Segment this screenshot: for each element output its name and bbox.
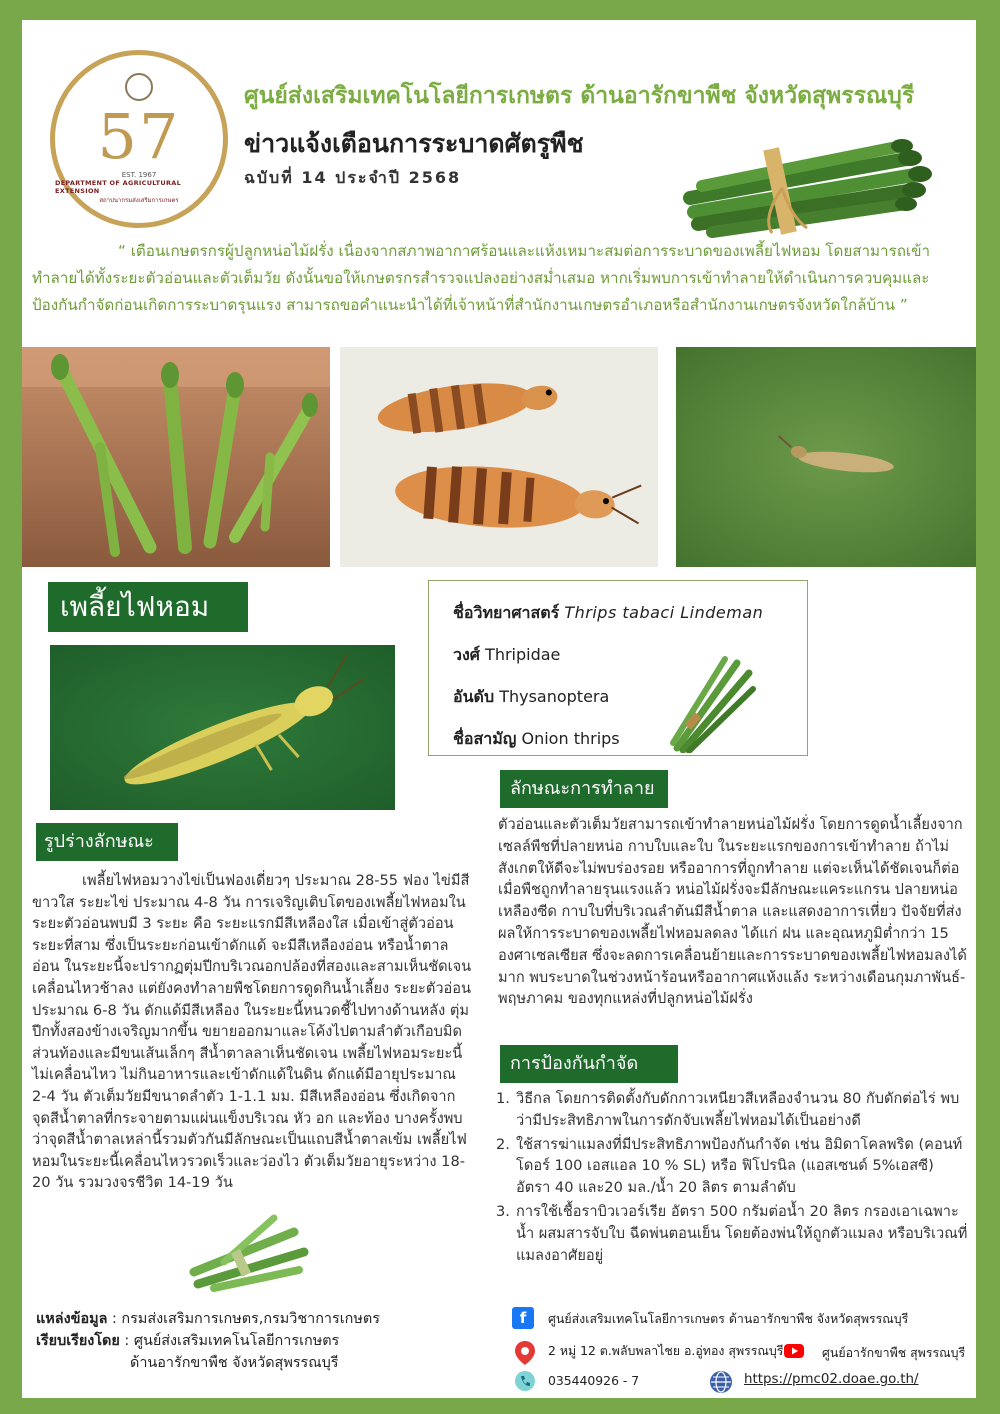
compiled-label: เรียบเรียงโดย bbox=[36, 1333, 120, 1349]
issue-number: ฉบับที่ 14 ประจำปี 2568 bbox=[244, 168, 462, 187]
compiled-value-2: ด้านอารักขาพืช จังหวัดสุพรรณบุรี bbox=[130, 1355, 339, 1371]
badge-dept-th: สถาปนากรมส่งเสริมการเกษตร bbox=[99, 197, 179, 204]
doae-57-badge bbox=[50, 50, 228, 228]
website-link[interactable]: https://pmc02.doae.go.th/ bbox=[744, 1372, 919, 1387]
source-block bbox=[36, 1308, 380, 1374]
family-row bbox=[453, 643, 560, 668]
adult-thrips-closeup-photo bbox=[50, 645, 395, 810]
item-text: การใช้เชื้อราบิวเวอร์เรีย อัตรา 500 กรัมต่อน้ำ 20 ลิตร กรองเอาเฉพาะน้ำ ผสมสารจับใบ ฉีดพ่นตอนเย็น โดยต้องพ่นให้ถูกตัวแมลง หรือบริเวณที่แมลงอาศัยอยู่ bbox=[516, 1202, 968, 1264]
morphology-heading: รูปร่างลักษณะ bbox=[36, 823, 178, 861]
order-value: Thysanoptera bbox=[499, 687, 610, 706]
prevention-heading: การป้องกันกำจัด bbox=[500, 1045, 678, 1083]
item-text: ใช้สารฆ่าแมลงที่มีประสิทธิภาพป้องกันกำจัด เช่น อิมิดาโคลพริด (คอนท์โดอร์ 100 เอสแอล 10 % SL) หรือ ฟิโปรนิล (แอสเซนด์ 5%เอสซี) อัตรา 40 และ20 มล./น้ำ 20 ลิตร ตามลำดับ bbox=[516, 1135, 963, 1197]
bulletin-title: ข่าวแจ้งเตือนการระบาดศัตรูพืช bbox=[244, 129, 584, 158]
badge-number: 57 bbox=[97, 100, 181, 173]
sci-value: Thrips tabaci Lindeman bbox=[564, 603, 764, 622]
common-name-row bbox=[453, 727, 620, 752]
family-label: วงศ์ bbox=[453, 645, 480, 664]
thrips-larvae-photo bbox=[340, 347, 658, 567]
thrips-on-leaf-photo bbox=[676, 347, 976, 567]
family-value: Thripidae bbox=[485, 645, 561, 664]
damage-text: ตัวอ่อนและตัวเต็มวัยสามารถเข้าทำลายหน่อไม้ฝรั่ง โดยการดูดน้ำเลี้ยงจากเซลล์พืชที่ปลายหน่อ กาบใบและใบ ในระยะแรกของการเข้าทำลาย ถ้าไม่สังเกตให้ดีจะไม่พบร่องรอย หรืออาการที่ถูกทำลาย แต่จะเห็นได้ชัดเจนก็ต่อเมื่อพืชถูกทำลายรุนแรงแล้ว หน่อไม้ฝรั่งจะมีลักษณะแคระแกรน ปลายหน่อเหลืองซีด กาบใบที่บริเวณลำต้นมีสีน้ำตาล และแสดงอาการเหี่ยว ปัจจัยที่ส่งผลให้การระบาดของเพลี้ยไฟหอมลดลง ได้แก่ ฝน และอุณหภูมิต่ำกว่า 15 องศาเซลเซียส ซึ่งจะลดการเคลื่อนย้ายและการระบาดของเพลี้ยไฟหอมลงได้มาก พบระบาดในช่วงหน้าร้อนหรืออากาศแห้งแล้ง ระหว่างเดือนกุมภาพันธ์-พฤษภาคม ของทุกแหล่งที่ปลูกหน่อไม้ฝรั่ง bbox=[498, 816, 967, 1008]
location-pin-icon bbox=[514, 1340, 536, 1366]
youtube-icon[interactable] bbox=[784, 1344, 804, 1358]
asparagus-decoration-icon bbox=[184, 1212, 314, 1292]
address-text: 2 หมู่ 12 ต.พลับพลาไชย อ.อู่ทอง สุพรรณบุรี bbox=[548, 1343, 784, 1358]
badge-est: EST. 1967 bbox=[121, 171, 157, 179]
phone-number: 035440926 - 7 bbox=[548, 1373, 640, 1388]
scientific-name-row bbox=[453, 601, 763, 626]
morphology-text: เพลี้ยไฟหอมวางไข่เป็นฟองเดี่ยวๆ ประมาณ 28-55 ฟอง ไข่มีสีขาวใส ระยะไข่ ประมาณ 4-8 วัน การเจริญเติบโตของเพลี้ยไฟหอมในระยะตัวอ่อนพบมี 3 ระยะ คือ ระยะแรกมีสีเหลืองใส เมื่อเข้าสู่ตัวอ่อนระยะที่สาม ซึ่งเป็นระยะก่อนเข้าดักแด้ จะมีสีเหลืองอ่อน หรือน้ำตาลอ่อน ในระยะนี้จะปรากฏตุ่มปีกบริเวณอกปล้องที่สองและสามเห็นชัดเจน เคลื่อนไหวช้าลง แต่ยังคงทำลายพืชโดยการดูดกินน้ำเลี้ยง ระยะตัวอ่อนประมาณ 6-8 วัน ดักแด้มีสีเหลือง ในระยะนี้หนวดชี้ไปทางด้านหลัง ตุ่มปีกทั้งสองข้างเจริญมากขึ้น ขยายออกมาและโค้งไปตามลำตัวเกือบมิดส่วนท้องและมีขนเส้นเล็กๆ สีน้ำตาลลาเห็นชัดเจน เพลี้ยไฟหอมระยะนี้ไม่เคลื่อนไหว ไม่กินอาหารและเข้าดักแด้ในดิน ดักแด้มีอายุประมาณ 2-4 วัน ตัวเต็มวัยมีขนาดลำตัว 1-1.1 มม. มีสีเหลืองอ่อน ซึ่งเกิดจากจุดสีน้ำตาลที่กระจายตามแผ่นแข็งบริเวณ หัว อก และท้อง บางครั้งพบว่าจุดสีน้ำตาลเหล่านี้รวมตัวกันมีลักษณะเป็นแถบสีน้ำตาลเข้ม เพลี้ยไฟหอมในระยะนี้เคลื่อนไหวรวดเร็วและว่องไว ตัวเต็มวัยอายุระหว่าง 18-20 วัน รวมวงจรชีวิต 14-19 วัน bbox=[32, 872, 472, 1192]
asparagus-bundle-illustration bbox=[682, 128, 932, 238]
source-label: แหล่งข้อมูล bbox=[36, 1311, 108, 1327]
list-item bbox=[496, 1134, 971, 1199]
damage-heading: ลักษณะการทำลาย bbox=[500, 770, 668, 808]
asparagus-icon bbox=[667, 653, 757, 753]
sci-label: ชื่อวิทยาศาสตร์ bbox=[453, 603, 560, 622]
intro-warning: “ เตือนเกษตรกรผู้ปลูกหน่อไม้ฝรั่ง เนื่องจากสภาพอากาศร้อนและแห้งเหมาะสมต่อการระบาดของเพลี้ยไฟหอม โดยสามารถเข้าทำลายได้ทั้งระยะตัวอ่อนและตัวเต็มวัย ดังนั้นขอให้เกษตรกรสำรวจแปลงอย่างสม่ำเสมอ หากเริ่มพบการเข้าทำลายให้ดำเนินการควบคุมและป้องกันกำจัดก่อนเกิดการระบาดรุนแรง สามารถขอคำแนะนำได้ที่เจ้าหน้าที่สำนักงานเกษตรอำเภอหรือสำนักงานเกษตรจังหวัดใกล้บ้าน ” bbox=[32, 242, 931, 314]
item-text: วิธีกล โดยการติดตั้งกับดักกาวเหนียวสีเหลืองจำนวน 80 กับดักต่อไร่ พบว่ามีประสิทธิภาพในการดักจับเพลี้ยไฟหอมได้เป็นอย่างดี bbox=[516, 1090, 960, 1129]
pest-name-label: เพลี้ยไฟหอม bbox=[48, 582, 248, 632]
item-number: 2. bbox=[496, 1135, 510, 1153]
youtube-channel-link[interactable]: ศูนย์อารักขาพืช สุพรรณบุรี bbox=[822, 1345, 966, 1360]
seal-icon bbox=[125, 73, 153, 101]
source-value: : กรมส่งเสริมการเกษตร,กรมวิชาการเกษตร bbox=[107, 1311, 380, 1327]
center-name: ศูนย์ส่งเสริมเทคโนโลยีการเกษตร ด้านอารักขาพืช จังหวัดสุพรรณบุรี bbox=[244, 83, 915, 109]
prevention-list bbox=[496, 1088, 971, 1268]
item-number: 3. bbox=[496, 1202, 510, 1220]
badge-dept-en: DEPARTMENT OF AGRICULTURAL EXTENSION bbox=[55, 179, 182, 195]
globe-icon bbox=[709, 1370, 733, 1394]
bulletin-page bbox=[22, 20, 976, 1398]
facebook-page-link[interactable]: ศูนย์ส่งเสริมเทคโนโลยีการเกษตร ด้านอารักขาพืช จังหวัดสุพรรณบุรี bbox=[548, 1311, 909, 1326]
order-row bbox=[453, 685, 609, 710]
phone-icon bbox=[514, 1370, 536, 1392]
compiled-value: : ศูนย์ส่งเสริมเทคโนโลยีการเกษตร bbox=[119, 1333, 340, 1349]
common-label: ชื่อสามัญ bbox=[453, 729, 517, 748]
common-value: Onion thrips bbox=[521, 729, 620, 748]
list-item bbox=[496, 1201, 971, 1266]
order-label: อันดับ bbox=[453, 687, 495, 706]
facebook-icon[interactable]: f bbox=[512, 1307, 534, 1329]
list-item bbox=[496, 1088, 971, 1132]
asparagus-field-photo bbox=[22, 347, 330, 567]
taxonomy-box bbox=[428, 580, 808, 756]
item-number: 1. bbox=[496, 1090, 510, 1107]
